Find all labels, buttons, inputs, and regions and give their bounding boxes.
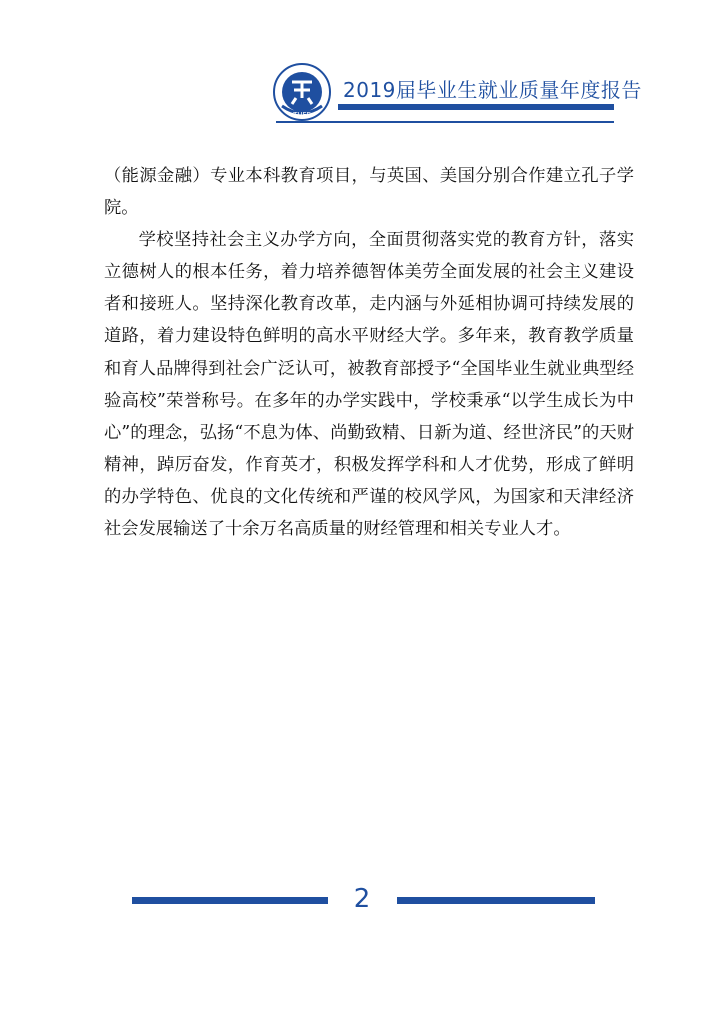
logo-sub-text: TUFE [293, 111, 311, 119]
body-text [104, 160, 634, 545]
paragraph-2: 学校坚持社会主义办学方向，全面贯彻落实党的教育方针，落实立德树人的根本任务，着力培养德智体美劳全面发展的社会主义建设者和接班人。坚持深化教育改革，走内涵与外延相协调可持续发展的道路，着力建设特色鲜明的高水平财经大学。多年来，教育教学质量和育人品牌得到社会广泛认可，被教育部授予“全国毕业生就业典型经验高校”荣誉称号。在多年的办学实践中，学校秉承“以学生成长为中心”的理念，弘扬“不息为体、尚勤致精、日新为道、经世济民”的天财精神，踔厉奋发，作育英才，积极发挥学科和人才优势，形成了鲜明的办学特色、优良的文化传统和严谨的校风学风，为国家和天津经济社会发展输送了十余万名高质量的财经管理和相关专业人才。 [104, 230, 634, 540]
page-number: 2 [353, 884, 371, 914]
paragraph-1: （能源金融）专业本科教育项目，与英国、美国分别合作建立孔子学院。 [104, 166, 634, 219]
header-rule-thick [338, 104, 614, 110]
report-title: 2019届毕业生就业质量年度报告 [343, 78, 642, 102]
university-logo-icon [272, 62, 332, 122]
header-rule-thin [276, 121, 614, 123]
footer-bar-right [397, 897, 595, 904]
page-header [0, 0, 724, 130]
footer-bar-left [132, 897, 328, 904]
